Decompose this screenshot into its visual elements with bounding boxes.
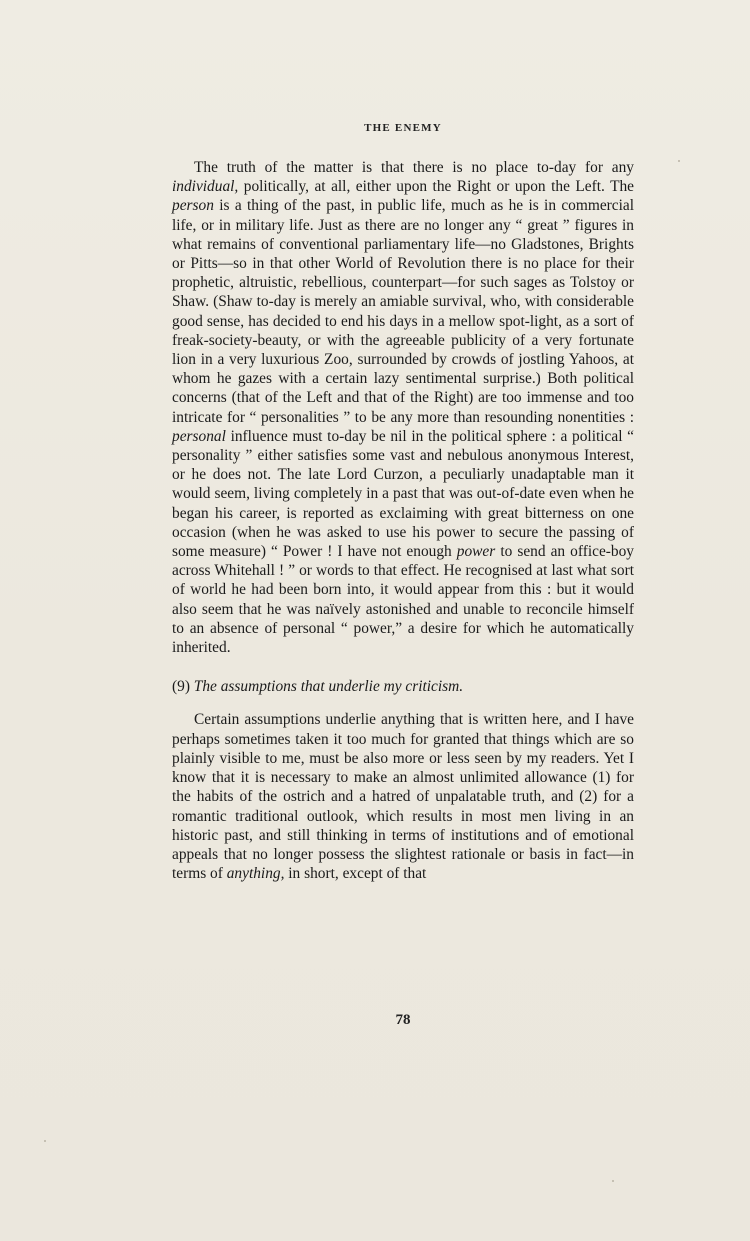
paragraph: [172, 158, 634, 657]
page-number: 78: [395, 1012, 411, 1028]
text-run: Certain assumptions underlie anything that is written here, and I have perhaps sometimes taken it too much for granted that things which are so plainly visible to me, must be also more or less seen by my readers. Yet I know that it is necessary to make an almost unlimited allowance (1) for the habits of the ostrich and a hatred of unpalatable truth, and (2) for a romantic traditional outlook, which results in most men living in an historic past, and still thinking in terms of institutions and of emotional appeals that no longer possess the slightest rationale or basis in fact—in terms of: [172, 711, 634, 883]
italic-text: individual,: [172, 178, 239, 196]
paper-speck: [678, 160, 680, 162]
body-text: [172, 158, 634, 883]
text-run: politically, at all, either upon the Right or upon the Left. The: [238, 178, 634, 196]
italic-text: personal: [172, 427, 226, 445]
text-run: to send an office-boy across Whitehall ! ” or words to that effect. He recognised at last what sort of world he had been born into, it would appear from this : but it would also seem that he was naïvely astonished and unable to reconcile himself to an absence of personal “ power,” a desire for which he automatically inherited.: [172, 543, 634, 657]
paragraph: [172, 710, 634, 883]
paper-speck: [612, 1180, 614, 1182]
section-number: (9): [172, 678, 194, 696]
section-heading: [172, 677, 634, 696]
paper-speck: [44, 1140, 46, 1142]
italic-text: anything,: [226, 865, 285, 883]
text-run: in short, except of that: [284, 865, 427, 883]
italic-text: power: [456, 543, 496, 561]
italic-text: person: [172, 197, 214, 215]
text-run: influence must to-day be nil in the political sphere : a political “ personality ” either satisfies some vast and nebulous anonymous Interest, or he does not. The late Lord Curzon, a peculiarly unadaptable man it would seem, living completely in a past that was out-of-date even when he began his career, is reported as exclaiming with great bitterness on one occasion (when he was asked to use his power to secure the passing of some measure) “ Power ! I have not enough: [172, 427, 634, 561]
section-title: The assumptions that underlie my criticism.: [193, 678, 464, 696]
text-run: is a thing of the past, in public life, much as he is in commercial life, or in military life. Just as there are no longer any “ great ” figures in what remains of conventional parliamentary life—no Gladstones, Brights or Pitts—so in that other World of Revolution there is no place for their prophetic, altruistic, rebellious, counterpart—for such sages as Tolstoy or Shaw. (Shaw to-day is merely an amiable survival, who, with considerable good sense, has decided to end his days in a mellow spot-light, as a sort of freak-society-beauty, or with the agreeable publicity of a very fortunate lion in a very luxurious Zoo, surrounded by crowds of jostling Yahoos, at whom he gazes with a certain lazy sentimental surprise.) Both political concerns (that of the Left and that of the Right) are too immense and too intricate for “ personalities ” to be any more than resounding nonentities :: [172, 197, 634, 426]
text-run: The truth of the matter is that there is no place to-day for any: [194, 159, 634, 176]
running-head: THE ENEMY: [364, 122, 442, 134]
